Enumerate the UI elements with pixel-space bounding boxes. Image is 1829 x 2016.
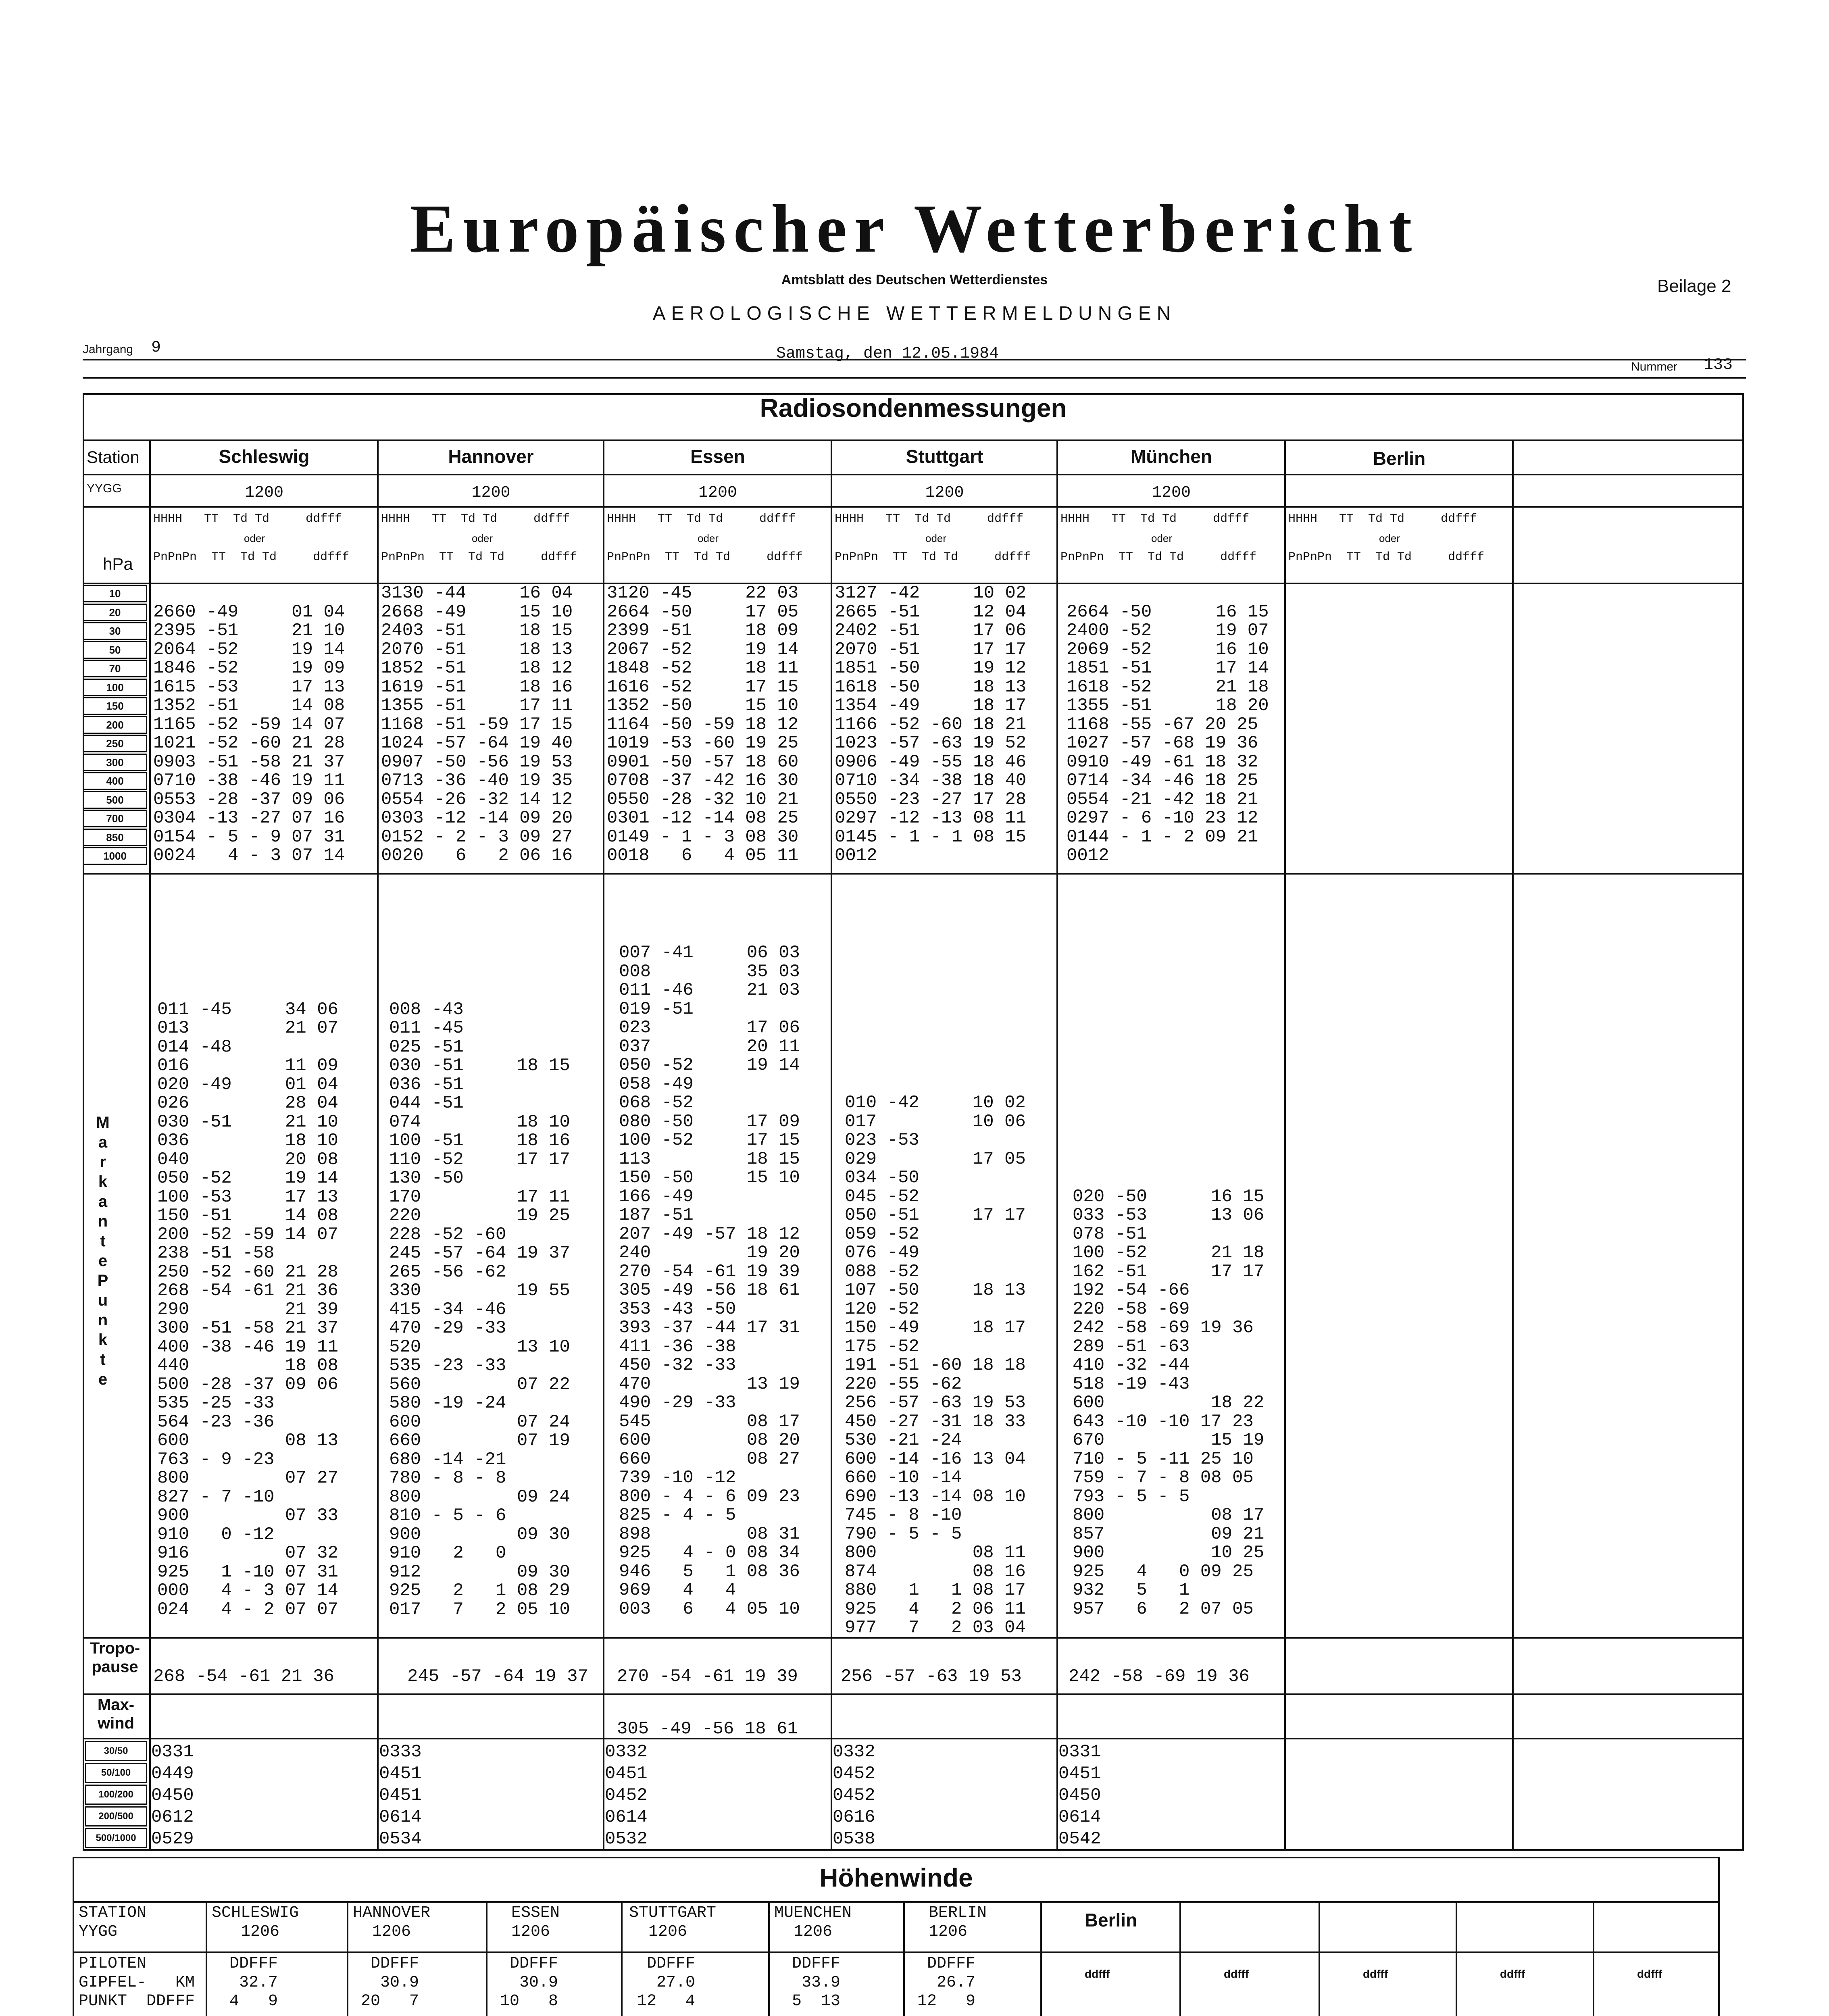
time-stuttgart: 1200 (925, 484, 964, 502)
level-label: 30 (83, 622, 147, 640)
date: Samstag, den 12.05.1984 (776, 345, 999, 363)
level-label: 10 (83, 585, 147, 602)
rule (1040, 1901, 1042, 2016)
shear-schleswig: 0331 0449 0450 0612 0529 (151, 1742, 194, 1849)
rule (1179, 1901, 1181, 2016)
marked-muenchen: 020 -50 16 15 033 -53 13 06 078 -51 100 -52 21 18 162 -51 17 17 192 -54 -66 220 -58 -69 242 -58 -69 19 36 289 -51 -63 410 -32 -44 518 -19 -43 600 18 22 643 -10 -10 17 23 670 15 19 710 - 5 -11 25 10 759 - 7 - 8 08 05 793 - 5 - 5 800 08 17 857 09 21 900 10 25 925 4 0 09 25 932 5 1 957 6 2 07 05 (1073, 1186, 1264, 1619)
yygg-label: YYGG (87, 482, 122, 495)
rule (347, 1901, 348, 2016)
winds-station: ESSEN 1206 (511, 1904, 560, 1941)
col-head-bottom: PnPnPn TT Td Td ddfff (607, 550, 803, 564)
page-title: Europäischer Wetterbericht (410, 191, 1419, 267)
level-label: 250 (83, 735, 147, 752)
marked-schleswig: 011 -45 34 06 013 21 07 014 -48 016 11 09 020 -49 01 04 026 28 04 030 -51 21 10 036 18 10 040 20 08 050 -52 19 14 100 -53 17 13 150 -51 14 08 200 -52 -59 14 07 238 -51 -58 250 -52 -60 21 28 268 -54 -61 21 36 290 21 39 300 -51 -58 21 37 400 -38 -46 19 11 440 18 08 500 -28 -37 09 06 535 -25 -33 564 -23 -36 600 08 13 763 - 9 -23 800 07 27 827 - 7 -10 900 07 33 910 0 -12 916 07 32 925 1 -10 07 31 000 4 - 3 07 14 024 4 - 2 07 07 (157, 999, 338, 1620)
rule (1593, 1901, 1594, 2016)
rule (768, 1901, 770, 2016)
col-head-bottom: PnPnPn TT Td Td ddfff (1060, 550, 1257, 564)
rule (377, 439, 379, 1851)
level-label: 100 (83, 679, 147, 696)
tropo-label-text: Tropo-pause (90, 1639, 140, 1676)
rule (83, 873, 1744, 875)
time-schleswig: 1200 (244, 484, 283, 502)
col-head-oder: oder (1379, 532, 1400, 544)
marked-stuttgart: 010 -42 10 02 017 10 06 023 -53 029 17 05 034 -50 045 -52 050 -51 17 17 059 -52 076 -49 088 -52 107 -50 18 13 120 -52 150 -49 18 17 175 -52 191 -51 -60 18 18 220 -55 -62 256 -57 -63 19 53 450 -27 -31 18 33 530 -21 -24 600 -14 -16 13 04 660 -10 -14 690 -13 -14 08 10 745 - 8 -10 790 - 5 - 5 800 08 11 874 08 16 880 1 1 08 17 925 4 2 06 11 977 7 2 03 04 (845, 1093, 1026, 1638)
col-head-oder: oder (925, 532, 947, 544)
rule (1284, 439, 1286, 1851)
shear-label: 100/200 (85, 1785, 147, 1805)
col-head-oder: oder (1151, 532, 1173, 544)
station-schleswig: Schleswig (219, 446, 310, 467)
rule (83, 1738, 1744, 1739)
level-label: 1000 (83, 847, 147, 865)
winds-title: Höhenwinde (819, 1863, 973, 1892)
marked-hannover: 008 -43 011 -45 025 -51 030 -51 18 15 036 -51 044 -51 074 18 10 100 -51 18 16 110 -52 17 17 130 -50 170 17 11 220 19 25 228 -52 -60 245 -57 -64 19 37 265 -56 -62 330 19 55 415 -34 -46 470 -29 -33 520 13 10 535 -23 -33 560 07 22 580 -19 -24 600 07 24 660 07 19 680 -14 -21 780 - 8 - 8 800 09 24 810 - 5 - 6 900 09 30 910 2 0 912 09 30 925 2 1 08 29 017 7 2 05 10 (389, 999, 570, 1620)
station-label: Station (87, 448, 140, 467)
hpa-label: hPa (103, 554, 133, 573)
ddfff-head: ddfff (1085, 1968, 1110, 1980)
std-hannover: 3130 -44 16 04 2668 -49 15 10 2403 -51 18 15 2070 -51 18 13 1852 -51 18 12 1619 -51 18 16 1355 -51 17 11 1168 -51 -59 17 15 1024 -57 -64 19 40 0907 -50 -56 19 53 0713 -36 -40 19 35 0554 -26 -32 14 12 0303 -12 -14 09 20 0152 - 2 - 3 09 27 0020 6 2 06 16 (381, 583, 573, 866)
rule (1319, 1901, 1320, 2016)
rule (83, 439, 1744, 441)
shear-label: 50/100 (85, 1763, 147, 1783)
shear-essen: 0332 0451 0452 0614 0532 (605, 1742, 648, 1849)
tropo-hannover: 245 -57 -64 19 37 (407, 1666, 588, 1687)
maxwind-label: Max-wind (97, 1696, 135, 1732)
level-label: 200 (83, 716, 147, 734)
rule (83, 506, 1744, 508)
time-hannover: 1200 (471, 484, 510, 502)
station-essen: Essen (690, 446, 745, 467)
radiosonde-title: Radiosondenmessungen (760, 394, 1067, 423)
rule (149, 439, 151, 1851)
std-stuttgart: 3127 -42 10 02 2665 -51 12 04 2402 -51 17 06 2070 -51 17 17 1851 -50 19 12 1618 -50 18 13 1354 -49 18 17 1166 -52 -60 18 21 1023 -57 -63 19 52 0906 -49 -55 18 46 0710 -34 -38 18 40 0550 -23 -27 17 28 0297 -12 -13 08 11 0145 - 1 - 1 08 15 0012 (835, 583, 1027, 866)
shear-stuttgart: 0332 0452 0452 0616 0538 (833, 1742, 875, 1849)
summit: DDFFF 30.9 20 7 (361, 1955, 419, 2010)
rule (1456, 1901, 1457, 2016)
winds-station: BERLIN 1206 (929, 1904, 987, 1941)
col-head-top: HHHH TT Td Td ddfff (1288, 512, 1477, 526)
std-schleswig: 2660 -49 01 04 2395 -51 21 10 2064 -52 19 14 1846 -52 19 09 1615 -53 17 13 1352 -51 14 08 1165 -52 -59 14 07 1021 -52 -60 21 28 0903 -51 -58 21 37 0710 -38 -46 19 11 0553 -28 -37 09 06 0304 -13 -27 07 16 0154 - 5 - 9 07 31 0024 4 - 3 07 14 (153, 602, 345, 866)
col-head-bottom: PnPnPn TT Td Td ddfff (153, 550, 350, 564)
nummer-label: Nummer (1631, 360, 1678, 373)
rule (83, 474, 1744, 475)
summit: DDFFF 32.7 4 9 (229, 1955, 278, 2010)
marked-essen: 007 -41 06 03 008 35 03 011 -46 21 03 019 -51 023 17 06 037 20 11 050 -52 19 14 058 -49 068 -52 080 -50 17 09 100 -52 17 15 113 18 15 150 -50 15 10 166 -49 187 -51 207 -49 -57 18 12 240 19 20 270 -54 -61 19 39 305 -49 -56 18 61 353 -43 -50 393 -37 -44 17 31 411 -36 -38 450 -32 -33 470 13 19 490 -29 -33 545 08 17 600 08 20 660 08 27 739 -10 -12 800 - 4 - 6 09 23 825 - 4 - 5 898 08 31 925 4 - 0 08 34 946 5 1 08 36 969 4 4 003 6 4 05 10 (619, 943, 800, 1619)
time-muenchen: 1200 (1152, 484, 1191, 502)
time-essen: 1200 (698, 484, 737, 502)
rule (83, 1693, 1744, 1695)
summit: DDFFF 26.7 12 9 (917, 1955, 976, 2010)
col-head-top: HHHH TT Td Td ddfff (153, 512, 342, 526)
station-muenchen: München (1131, 446, 1212, 467)
rule (486, 1901, 487, 2016)
station-berlin: Berlin (1373, 448, 1426, 469)
tropo-label (81, 1639, 149, 1676)
rule (73, 1951, 1720, 1953)
level-label: 400 (83, 772, 147, 790)
col-head-bottom: PnPnPn TT Td Td ddfff (381, 550, 577, 564)
level-label: 850 (83, 829, 147, 846)
rule (73, 1901, 1720, 1903)
shear-hannover: 0333 0451 0451 0614 0534 (379, 1742, 422, 1849)
ddfff-head: ddfff (1500, 1968, 1525, 1980)
std-essen: 3120 -45 22 03 2664 -50 17 05 2399 -51 18 09 2067 -52 19 14 1848 -52 18 11 1616 -52 17 15 1352 -50 15 10 1164 -50 -59 18 12 1019 -53 -60 19 25 0901 -50 -57 18 60 0708 -37 -42 16 30 0550 -28 -32 10 21 0301 -12 -14 08 25 0149 - 1 - 3 08 30 0018 6 4 05 11 (607, 583, 799, 866)
col-head-oder: oder (244, 532, 265, 544)
shear-label: 200/500 (85, 1806, 147, 1826)
station-stuttgart: Stuttgart (906, 446, 983, 467)
winds-berlin: Berlin (1084, 1910, 1137, 1931)
jahrgang-label: Jahrgang (83, 343, 133, 356)
col-head-bottom: PnPnPn TT Td Td ddfff (1288, 550, 1485, 564)
marked-label: M a r k a n t e P u n k t e (96, 1114, 110, 1388)
piloten-head: PILOTEN GIPFEL- KM PUNKT DDFFF (79, 1955, 195, 2010)
col-head-top: HHHH TT Td Td ddfff (607, 512, 796, 526)
rule (903, 1901, 905, 2016)
rule (1512, 439, 1514, 1851)
level-label: 300 (83, 754, 147, 771)
level-label: 20 (83, 604, 147, 621)
summit: DDFFF 30.9 10 8 (500, 1955, 558, 2010)
section-heading: AEROLOGISCHE WETTERMELDUNGEN (652, 303, 1177, 324)
winds-station: HANNOVER 1206 (353, 1904, 431, 1941)
rule (1056, 439, 1058, 1851)
std-muenchen: 2664 -50 16 15 2400 -52 19 07 2069 -52 16 10 1851 -51 17 14 1618 -52 21 18 1355 -51 18 20 1168 -55 -67 20 25 1027 -57 -68 19 36 0910 -49 -61 18 32 0714 -34 -46 18 25 0554 -21 -42 18 21 0297 - 6 -10 23 12 0144 - 1 - 2 09 21 0012 (1067, 602, 1269, 866)
beilage: Beilage 2 (1657, 276, 1731, 296)
level-label: 150 (83, 697, 147, 715)
col-head-oder: oder (698, 532, 719, 544)
ddfff-head: ddfff (1363, 1968, 1388, 1980)
tropo-muenchen: 242 -58 -69 19 36 (1069, 1666, 1250, 1687)
header-rule-2 (83, 377, 1746, 379)
tropo-stuttgart: 256 -57 -63 19 53 (841, 1666, 1022, 1687)
ddfff-head: ddfff (1637, 1968, 1662, 1980)
ddfff-head: ddfff (1224, 1968, 1249, 1980)
col-head-oder: oder (472, 532, 493, 544)
tropo-schleswig: 268 -54 -61 21 36 (153, 1666, 334, 1687)
rule (831, 439, 832, 1851)
col-head-bottom: PnPnPn TT Td Td ddfff (835, 550, 1031, 564)
winds-station-head: STATION YYGG (79, 1904, 147, 1941)
jahrgang-value: 9 (151, 339, 161, 357)
winds-station: SCHLESWIG 1206 (212, 1904, 299, 1941)
header-rule (83, 359, 1746, 360)
shear-muenchen: 0331 0451 0450 0614 0542 (1058, 1742, 1101, 1849)
maxwind-essen: 305 -49 -56 18 61 (617, 1719, 798, 1739)
winds-station: STUTTGART 1206 (629, 1904, 717, 1941)
rule (621, 1901, 623, 2016)
shear-label: 30/50 (85, 1741, 147, 1761)
station-hannover: Hannover (448, 446, 534, 467)
summit: DDFFF 33.9 5 13 (792, 1955, 841, 2010)
level-label: 50 (83, 641, 147, 659)
nummer-value: 133 (1704, 356, 1733, 374)
rule (206, 1901, 207, 2016)
col-head-top: HHHH TT Td Td ddfff (381, 512, 570, 526)
tropo-essen: 270 -54 -61 19 39 (617, 1666, 798, 1687)
level-label: 70 (83, 660, 147, 677)
level-label: 500 (83, 791, 147, 809)
rule (603, 439, 604, 1851)
shear-label: 500/1000 (85, 1828, 147, 1848)
summit: DDFFF 27.0 12 4 (637, 1955, 696, 2010)
subtitle: Amtsblatt des Deutschen Wetterdienstes (781, 272, 1048, 287)
col-head-top: HHHH TT Td Td ddfff (835, 512, 1024, 526)
level-label: 700 (83, 810, 147, 827)
winds-station: MUENCHEN 1206 (774, 1904, 852, 1941)
col-head-top: HHHH TT Td Td ddfff (1060, 512, 1250, 526)
